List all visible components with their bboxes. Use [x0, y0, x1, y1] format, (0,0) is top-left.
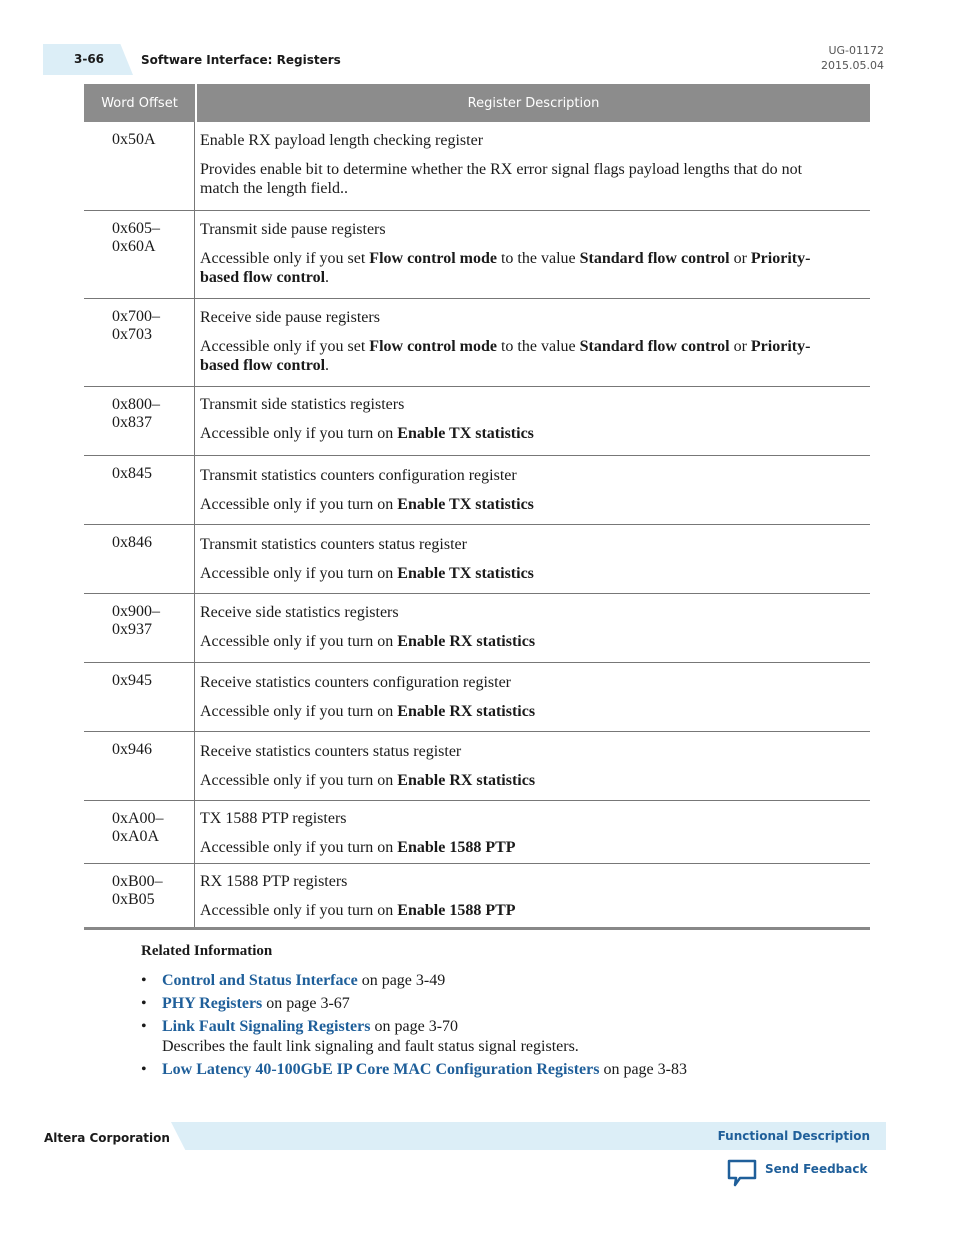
footer-company: Altera Corporation [44, 1131, 170, 1145]
register-title: Transmit side pause registers [200, 221, 386, 238]
register-title: Receive statistics counters configuration register [200, 674, 512, 691]
emphasis-text: Priority-based flow control [200, 250, 811, 286]
detail-text: Accessible only if you turn on [200, 703, 398, 720]
table-row [84, 662, 870, 731]
emphasis-text: Enable TX statistics [397, 565, 534, 582]
word-offset-cell [84, 864, 195, 927]
register-detail [200, 337, 830, 375]
word-offset-line: 0xA0A [112, 828, 160, 845]
page-reference: on page 3-83 [599, 1061, 687, 1078]
page-reference: on page 3-49 [357, 972, 446, 989]
register-detail [200, 564, 830, 583]
register-description-cell [195, 801, 870, 863]
page-reference: on page 3-70 [370, 1018, 459, 1035]
register-description-cell [195, 864, 870, 927]
register-detail [200, 160, 830, 198]
register-description-cell [195, 594, 870, 662]
table-row [84, 731, 870, 800]
word-offset-cell [84, 663, 195, 731]
page-number: 3-66 [74, 52, 105, 66]
column-header-word-offset: Word Offset [84, 84, 197, 122]
register-detail [200, 771, 830, 790]
emphasis-text: Flow control mode [369, 250, 497, 267]
word-offset-line: 0x50A [112, 131, 156, 148]
table-row [84, 298, 870, 386]
word-offset-cell [84, 525, 195, 593]
word-offset-line: 0x946 [112, 741, 152, 758]
word-offset-line: 0x900– [112, 603, 160, 620]
register-detail [200, 838, 830, 857]
register-detail [200, 249, 830, 287]
doc-id: UG-01172 [828, 44, 884, 57]
related-links-list [141, 971, 687, 1083]
related-link[interactable]: Link Fault Signaling Registers [162, 1018, 371, 1035]
emphasis-text: Enable 1588 PTP [397, 902, 516, 919]
word-offset-line: 0xA00– [112, 810, 164, 827]
emphasis-text: Enable RX statistics [397, 772, 536, 789]
word-offset-cell [84, 299, 195, 386]
word-offset-line: 0x60A [112, 238, 156, 255]
register-table [84, 84, 870, 930]
detail-text: Accessible only if you set [200, 338, 370, 355]
register-detail [200, 632, 830, 651]
register-title: Transmit side statistics registers [200, 396, 405, 413]
register-detail [200, 901, 830, 920]
emphasis-text: Priority-based flow control [200, 338, 811, 374]
detail-text: Accessible only if you turn on [200, 633, 398, 650]
speech-bubble-icon[interactable] [726, 1158, 758, 1188]
register-description-cell [195, 456, 870, 524]
link-note: Describes the fault link signaling and fault status signal registers. [162, 1038, 579, 1055]
emphasis-text: Enable 1588 PTP [397, 839, 516, 856]
section-title: Software Interface: Registers [141, 53, 341, 67]
register-title: Receive side statistics registers [200, 604, 399, 621]
table-row [84, 800, 870, 863]
related-information-title: Related Information [141, 943, 273, 959]
doc-id-block [821, 43, 884, 73]
detail-text: Provides enable bit to determine whether the RX error signal flags payload lengths that do not match the length field.. [200, 161, 803, 197]
register-title: Transmit statistics counters status register [200, 536, 467, 553]
emphasis-text: Enable RX statistics [397, 703, 536, 720]
word-offset-line: 0x837 [112, 414, 152, 431]
table-header [84, 84, 870, 122]
word-offset-line: 0x846 [112, 534, 152, 551]
detail-text: to the value [496, 338, 580, 355]
table-row [84, 863, 870, 927]
register-description-cell [195, 732, 870, 800]
register-description-cell [195, 387, 870, 455]
register-detail [200, 424, 830, 443]
register-description-cell [195, 663, 870, 731]
register-description-cell [195, 299, 870, 386]
word-offset-cell [84, 801, 195, 863]
list-item [141, 1060, 687, 1080]
word-offset-line: 0x937 [112, 621, 152, 638]
register-description-cell [195, 211, 870, 298]
table-row [84, 524, 870, 593]
register-title: Receive statistics counters status register [200, 743, 462, 760]
register-title: Enable RX payload length checking register [200, 132, 484, 149]
table-row [84, 122, 870, 210]
word-offset-cell [84, 732, 195, 800]
emphasis-text: Standard flow control [579, 338, 730, 355]
related-link[interactable]: Low Latency 40-100GbE IP Core MAC Configuration Registers [162, 1061, 600, 1078]
related-link[interactable]: Control and Status Interface [162, 972, 358, 989]
register-title: Receive side pause registers [200, 309, 380, 326]
send-feedback-link[interactable]: Send Feedback [765, 1162, 868, 1176]
word-offset-line: 0xB05 [112, 891, 155, 908]
detail-text: . [325, 357, 330, 374]
table-body [84, 122, 870, 927]
footer-chapter-link[interactable]: Functional Description [717, 1129, 870, 1143]
word-offset-line: 0x800– [112, 396, 160, 413]
register-title: RX 1588 PTP registers [200, 873, 348, 890]
register-description-cell [195, 122, 870, 210]
word-offset-cell [84, 594, 195, 662]
detail-text: or [729, 338, 751, 355]
word-offset-line: 0xB00– [112, 873, 163, 890]
column-header-register-description: Register Description [467, 95, 600, 111]
word-offset-cell [84, 211, 195, 298]
word-offset-line: 0x845 [112, 465, 152, 482]
word-offset-line: 0x700– [112, 308, 160, 325]
list-item [141, 971, 687, 991]
word-offset-line: 0x703 [112, 326, 152, 343]
detail-text: Accessible only if you turn on [200, 839, 398, 856]
detail-text: to the value [496, 250, 580, 267]
detail-text: Accessible only if you set [200, 250, 370, 267]
word-offset-cell [84, 456, 195, 524]
related-link[interactable]: PHY Registers [162, 995, 263, 1012]
word-offset-cell [84, 122, 195, 210]
list-item [141, 1017, 687, 1057]
emphasis-text: Standard flow control [579, 250, 730, 267]
detail-text: Accessible only if you turn on [200, 565, 398, 582]
emphasis-text: Enable TX statistics [397, 496, 534, 513]
word-offset-line: 0x945 [112, 672, 152, 689]
detail-text: Accessible only if you turn on [200, 425, 398, 442]
detail-text: Accessible only if you turn on [200, 496, 398, 513]
register-title: Transmit statistics counters configuration register [200, 467, 517, 484]
doc-date: 2015.05.04 [821, 59, 884, 72]
detail-text: Accessible only if you turn on [200, 772, 398, 789]
detail-text: or [729, 250, 751, 267]
register-description-cell [195, 525, 870, 593]
detail-text: . [325, 269, 330, 286]
list-item [141, 994, 687, 1014]
table-row [84, 455, 870, 524]
table-row [84, 386, 870, 455]
table-row [84, 210, 870, 298]
emphasis-text: Flow control mode [369, 338, 497, 355]
register-detail [200, 702, 830, 721]
word-offset-cell [84, 387, 195, 455]
detail-text: Accessible only if you turn on [200, 902, 398, 919]
page-reference: on page 3-67 [262, 995, 350, 1012]
table-row [84, 593, 870, 662]
register-title: TX 1588 PTP registers [200, 810, 347, 827]
emphasis-text: Enable RX statistics [397, 633, 536, 650]
register-detail [200, 495, 830, 514]
word-offset-line: 0x605– [112, 220, 160, 237]
emphasis-text: Enable TX statistics [397, 425, 534, 442]
